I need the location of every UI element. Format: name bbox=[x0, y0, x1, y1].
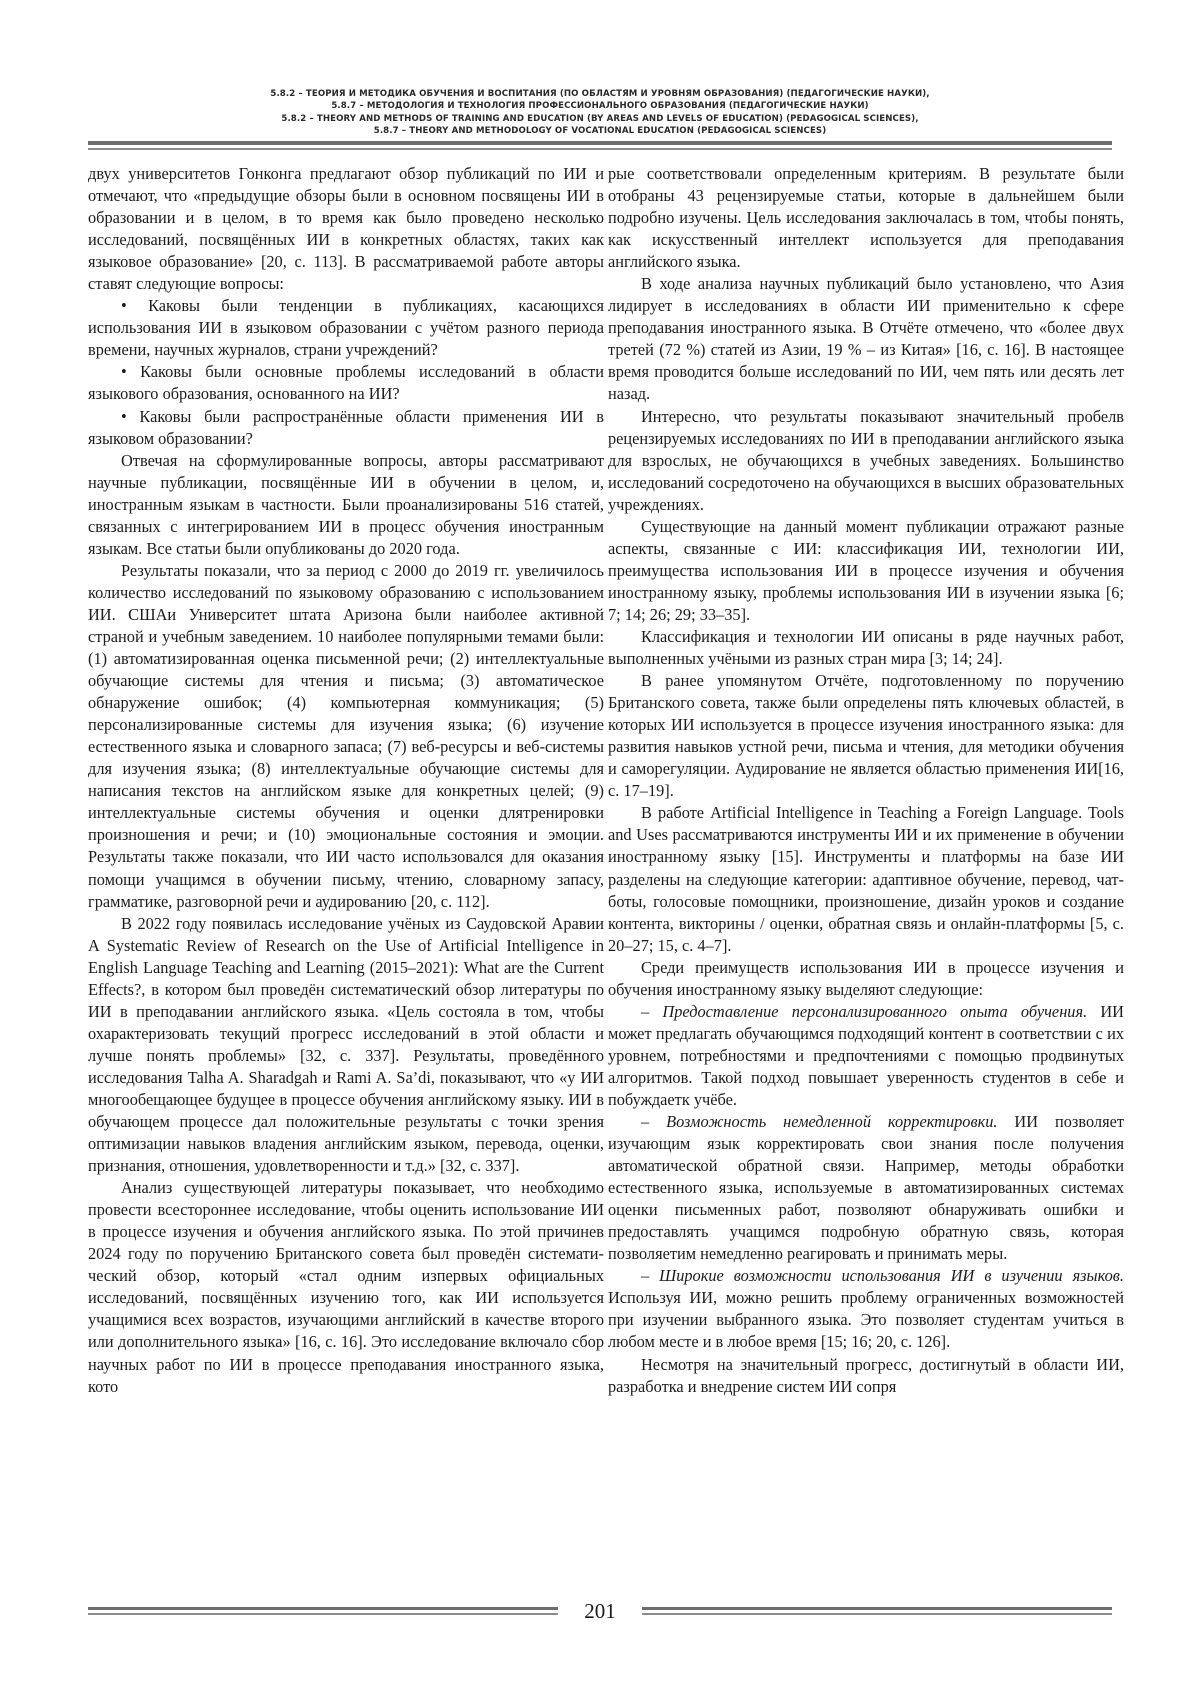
dash-item-lead: – Предоставление персонализированного опыта обучения. bbox=[641, 1001, 1088, 1021]
header-line: 5.8.7 – МЕТОДОЛОГИЯ И ТЕХНОЛОГИЯ ПРОФЕССИОНАЛЬНОГО ОБРАЗОВАНИЯ (ПЕДАГОГИЧЕСКИЕ НАУКИ) bbox=[331, 101, 869, 112]
dash-item-text: ИИ позволяет изучающим язык корректировать свои знания после получения автоматической обратной связи. Например, методы обработки естественного языка, используемые в автоматизированных системах оценки письменных работ, позволяют обнаруживать ошибки и предоставлять учащимся подробную обратную связь, которая позволяетим немедленно реагировать и принимать меры. bbox=[608, 1112, 1124, 1264]
left-column bbox=[88, 163, 604, 1398]
paragraph: Существующие на данный момент публикации отражают разные аспекты, связанные с ИИ: классификация ИИ, технологии ИИ, преимущества использования ИИ в процессе изучения и обучения иностранному языку, проблемы использования ИИ в изучении языка [6; 7; 14; 26; 29; 33–35]. bbox=[608, 516, 1124, 624]
dash-item-lead: – Широкие возможности использования ИИ в изучении языков. bbox=[641, 1266, 1124, 1286]
right-column bbox=[608, 163, 1124, 1398]
page-footer bbox=[88, 1601, 1112, 1625]
bullet-item: • Каковы были тенденции в публикациях, касающихся использования ИИ в языковом образовании с учётом разного периода времени, научных журналов, страни учреждений? bbox=[88, 296, 604, 360]
paragraph: Несмотря на значительный прогресс, достигнутый в области ИИ, разработка и внедрение систем ИИ сопря bbox=[608, 1354, 1124, 1396]
running-header bbox=[88, 88, 1112, 137]
paragraph: Среди преимуществ использования ИИ в процессе изучения и обучения иностранному языку выделяют следующие: bbox=[608, 957, 1124, 999]
paragraph: Анализ существующей литературы показывает, что необходимо провести всестороннее исследование, чтобы оценить использование ИИ в процессе изучения и обучения английского языка. По этой причинев 2024 году по поручению Британского совета был проведён систематический обзор, который «стал одним изпервых официальных исследований, посвящённых изучению того, как ИИ используется учащимися всех возрастов, изучающими английский в качестве второго или дополнительного языка» [16, с. 16]. Это исследование включало сбор научных работ по ИИ в процессе преподавания иностранного языка, кото bbox=[88, 1178, 604, 1396]
header-line: 5.8.2 – ТЕОРИЯ И МЕТОДИКА ОБУЧЕНИЯ И ВОСПИТАНИЯ (ПО ОБЛАСТЯМ И УРОВНЯМ ОБРАЗОВАНИЯ) (ПЕДАГОГИЧЕСКИЕ НАУКИ), bbox=[270, 89, 930, 99]
header-line: 5.8.2 – THEORY AND METHODS OF TRAINING AND EDUCATION (BY AREAS AND LEVELS OF EDUCATION) (PEDAGOGICAL SCIENCES), bbox=[281, 113, 919, 124]
paragraph: Классификация и технологии ИИ описаны в ряде научных работ, выполненных учёными из разных стран мира [3; 14; 24]. bbox=[608, 626, 1124, 669]
header-divider bbox=[88, 141, 1112, 150]
dash-item-text: ИИ может предлагать обучающимся подходящий контент в соответствии с их уровнем, потребностями и предпочтениями с помощью продвинутых алгоритмов. Такой подход повышает уверенность студентов в себе и побуждаетк учёбе. bbox=[608, 1001, 1124, 1109]
footer-rule-right bbox=[642, 1607, 1112, 1615]
paragraph: Результаты показали, что за период с 2000 до 2019 гг. увеличилось количество исследований по языковому образованию с использованием ИИ. СШАи Университет штата Аризона были наиболее активной страной и учебным заведением. 10 наиболее популярными темами были: (1) автоматизированная оценка письменной речи; (2) интеллектуальные обучающие системы для чтения и письма; (3) автоматическое обнаружение ошибок; (4) компьютерная коммуникация; (5) персонализированные системы для изучения языка; (6) изучение естественного языка и словарного запаса; (7) веб-ресурсы и веб-системы для изучения языка; (8) интеллектуальные обучающие системы для написания текстов на английском языке для конкретных целей; (9) интеллектуальные системы обучения и оценки длятренировки произношения и речи; и (10) эмоциональные состояния и эмоции. Результаты также показали, что ИИ часто использовался для оказания помощи учащимся в обучении письму, чтению, словарному запасу, грамматике, разговорной речи и аудированию [20, с. 112]. bbox=[88, 560, 604, 911]
dash-item bbox=[608, 1111, 1124, 1265]
dash-item bbox=[608, 1265, 1124, 1353]
page-number: 201 bbox=[584, 1599, 616, 1623]
paragraph: рые соответствовали определенным критериям. В результате были отобраны 43 рецензируемые статьи, которые в дальнейшем были подробно изучены. Цель исследования заключалась в том, чтобы понять, как искусственный интеллект используется для преподавания английского языка. bbox=[608, 164, 1124, 272]
paragraph: Отвечая на сформулированные вопросы, авторы рассматривают научные публикации, посвящённые ИИ в обучении в целом, и, иностранным языкам в частности. Были проанализированы 516 статей, связанных с интегрированием ИИ в процесс обучения иностранным языкам. Все статьи были опубликованы до 2020 года. bbox=[88, 450, 604, 558]
paragraph: Интересно, что результаты показывают значительный пробелв рецензируемых исследованиях по ИИ в преподавании английского языка для взрослых, не обучающихся в учебных заведениях. Большинство исследований сосредоточено на обучающихся в высших образовательных учреждениях. bbox=[608, 406, 1124, 514]
paragraph: двух университетов Гонконга предлагают обзор публикаций по ИИ и отмечают, что «предыдущие обзоры были в основном посвящены ИИ в образовании и в целом, в то время как было проведено несколько исследований, посвящённых ИИ в конкретных областях, таких как языковое образование» [20, с. 113]. В рассматриваемой работе авторы ставят следующие вопросы: bbox=[88, 164, 604, 294]
paragraph: В ходе анализа научных публикаций было установлено, что Азия лидирует в исследованиях в области ИИ применительно к сфере преподавания иностранного языка. В Отчёте отмечено, что «более двух третей (72 %) статей из Азии, 19 % – из Китая» [16, с. 16]. В настоящее время проводится больше исследований по ИИ, чем пять или десять лет назад. bbox=[608, 274, 1124, 404]
bullet-item: • Каковы были основные проблемы исследований в области языкового образования, основанного на ИИ? bbox=[88, 362, 604, 404]
dash-item-lead: – Возможность немедленной корректировки. bbox=[641, 1112, 998, 1132]
paragraph: В 2022 году появилась исследование учёных из Саудовской Аравии A Systematic Review of Research on the Use of Artificial Intelligence in English Language Teaching and Learning (2015–2021): What are the Current Effects?, в котором был проведён систематический обзор литературы по ИИ в преподавании английского языка. «Цель состояла в том, чтобы охарактеризовать текущий прогресс исследований в этой области и лучше понять проблемы» [32, с. 337]. Результаты, проведённого исследования Talha A. Sharadgah и Rami A. Sa’di, показывают, что «у ИИ многообещающее будущее в процессе обучения английскому языку. ИИ в обучающем процессе дал положительные результаты с точки зрения оптимизации навыков владения английским языком, перевода, оценки, признания, отношения, удовлетворенности и т.д.» [32, с. 337]. bbox=[88, 913, 604, 1176]
footer-rule-left bbox=[88, 1607, 558, 1615]
dash-item bbox=[608, 1001, 1124, 1111]
dash-item-text: Используя ИИ, можно решить проблему ограниченных возможностей при изучении выбранного языка. Это позволяет студентам учиться в любом месте и в любое время [15; 16; 20, с. 126]. bbox=[608, 1288, 1124, 1352]
header-line: 5.8.7 – THEORY AND METHODOLOGY OF VOCATIONAL EDUCATION (PEDAGOGICAL SCIENCES) bbox=[373, 125, 827, 136]
bullet-item: • Каковы были распространённые области применения ИИ в языковом образовании? bbox=[88, 406, 604, 448]
paragraph: В работе Artificial Intelligence in Teaching a Foreign Language. Tools and Uses рассматриваются инструменты ИИ и их применение в обучении иностранному языку [15]. Инструменты и платформы на базе ИИ разделены на следующие категории: адаптивное обучение, перевод, чат-боты, голосовые помощники, произношение, дизайн уроков и создание контента, викторины / оценки, обратная связь и онлайн-платформы [5, с. 20–27; 15, с. 4–7]. bbox=[608, 803, 1124, 955]
paragraph: В ранее упомянутом Отчёте, подготовленному по поручению Британского совета, также были определены пять ключевых областей, в которых ИИ используется в процессе изучения иностранного языка: для развития навыков устной речи, письма и чтения, для методики обучения и саморегуляции. Аудирование не является областью применения ИИ[16, с. 17–19]. bbox=[608, 671, 1124, 801]
